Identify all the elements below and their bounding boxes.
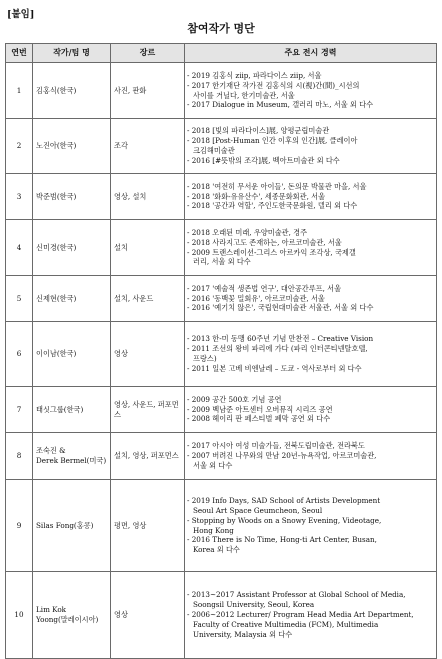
exhibition-entry: - 2016 '동백꽃 밀회유', 아르코미술관, 서울 [187, 294, 433, 304]
artist-name-line: 신제현(한국) [36, 293, 77, 303]
table-body [6, 63, 437, 659]
artist-name-line: 박준범(한국) [36, 191, 77, 201]
exhibition-entry: Faculty of Creative Multimedia (FCM), Multimedia [193, 619, 379, 629]
genre: 영상 [111, 322, 185, 387]
exhibition-entry: Seoul Art Space Geumcheon, Seoul [193, 505, 323, 515]
exhibition-entry: - 2009 공간 500호 기념 공연 [187, 395, 433, 405]
exhibition-entry: - 2009 벡남준 아트센터 오버뮤직 시리즈 공연 [187, 405, 433, 415]
exhibition-entry: - 2008 헤이리 판 페스티벌 폐막 공연 외 다수 [187, 414, 433, 424]
row-number: 5 [6, 276, 33, 322]
exhibition-entry: - 2011 조선의 왕비 파리에 가다 (파리 인터콘티넨탈호텔, [187, 344, 433, 354]
exhibition-list [185, 433, 437, 480]
genre: 사진, 판화 [111, 63, 185, 119]
exhibition-entry: Soongsil University, Seoul, Korea [193, 600, 315, 610]
genre: 영상, 설치 [111, 174, 185, 220]
artist-table [5, 43, 437, 659]
exhibition-list [185, 63, 437, 119]
artist-name-line: 조숙진 & [36, 446, 66, 456]
artist-name [33, 322, 111, 387]
artist-name-line: 신미경(한국) [36, 242, 77, 252]
attachment-label: [붙임] [7, 9, 35, 20]
exhibition-entry: - 2018 '공간과 역할', 주인도한국문화원, 델리 외 다수 [187, 201, 433, 211]
row-number: 9 [6, 480, 33, 572]
exhibition-entry: Hong Kong [193, 525, 234, 535]
row-number: 10 [6, 572, 33, 659]
exhibition-entry: 서울 외 다수 [193, 460, 233, 470]
table-header-row [6, 44, 437, 63]
exhibition-entry: - 2013~2017 Assistant Professor at Global School of Media, [187, 590, 433, 600]
row-number: 1 [6, 63, 33, 119]
artist-name [33, 119, 111, 174]
artist-name-line: 태싯그룹(한국) [36, 404, 84, 414]
exhibition-entry: 크김해미술관 [193, 146, 235, 155]
exhibition-entry: - 2017 '예술적 생존법 연구', 대안공간루프, 서울 [187, 284, 433, 294]
exhibition-entry: - 2017 Dialogue in Museum, 갤러리 마노, 서울 외 다수 [187, 100, 433, 110]
exhibition-list [185, 220, 437, 276]
exhibition-entry: 사이를 거닐다, 한기미술관, 서울 [193, 90, 295, 100]
artist-name-line: 김홍식(한국) [36, 85, 77, 95]
exhibition-entry: - 2018 [빛의 파라다이스]展, 양평군립미술관 [187, 126, 433, 136]
column-header-number: 연번 [6, 44, 33, 63]
column-header-artist: 작가/팀 명 [33, 44, 111, 63]
exhibition-entry: - 2016 [#뜻밖의 조각]展, 벡아트미술관 외 다수 [187, 156, 433, 166]
exhibition-entry: - 2006~2012 Lecturer/ Program Head Media Art Department, [187, 610, 433, 620]
column-header-genre: 장르 [111, 44, 185, 63]
exhibition-entry: - Stopping by Woods on a Snowy Evening, Videotage, [187, 516, 433, 526]
exhibition-entry: 프랑스) [193, 354, 217, 363]
artist-name [33, 480, 111, 572]
row-number: 4 [6, 220, 33, 276]
table-row [6, 63, 437, 119]
genre: 설치, 영상, 퍼포먼스 [111, 433, 185, 480]
artist-name [33, 276, 111, 322]
genre: 평면, 영상 [111, 480, 185, 572]
row-number: 2 [6, 119, 33, 174]
artist-name-line: 노진아(한국) [36, 141, 77, 151]
artist-name [33, 220, 111, 276]
exhibition-entry: - 2016 There is No Time, Hong-ti Art Center, Busan, [187, 535, 433, 545]
artist-name [33, 572, 111, 659]
exhibition-list [185, 322, 437, 387]
row-number: 6 [6, 322, 33, 387]
column-header-exhibitions: 주요 전시 경력 [185, 44, 437, 63]
exhibition-entry: 러리, 서울 외 다수 [193, 257, 251, 267]
row-number: 8 [6, 433, 33, 480]
exhibition-entry: - 2011 일본 고베 비엔날레 – 도쿄 - 역사로부터 외 다수 [187, 364, 433, 374]
table-row [6, 220, 437, 276]
table-row [6, 174, 437, 220]
genre: 조각 [111, 119, 185, 174]
artist-name [33, 387, 111, 433]
table-row [6, 276, 437, 322]
artist-name-line: Yoong(말레이시아) [36, 615, 99, 624]
exhibition-entry: - 2007 버려진 나무와의 만남 20년-뉴욕작업, 아르코미술관, [187, 451, 433, 461]
artist-name-line: Lim Kok [36, 605, 67, 615]
exhibition-list [185, 480, 437, 572]
row-number: 7 [6, 387, 33, 433]
artist-name-line: Derek Bermel(미국) [36, 456, 107, 465]
artist-name-line: Silas Fong(홍콩) [36, 520, 94, 530]
artist-name [33, 63, 111, 119]
exhibition-entry: - 2009 트랜스레이션-그리스 아르카익 조각상, 국제갤 [187, 248, 433, 258]
exhibition-list [185, 119, 437, 174]
exhibition-entry: - 2017 아시아 여성 미술가들, 전북도립미술관, 전라북도 [187, 441, 433, 451]
row-number: 3 [6, 174, 33, 220]
genre: 영상 [111, 572, 185, 659]
exhibition-entry: University, Malaysia 외 다수 [193, 629, 293, 639]
exhibition-entry: - 2018 오래된 미래, 우양미술관, 경주 [187, 228, 433, 238]
artist-name-line: 이이남(한국) [36, 349, 77, 359]
table-row [6, 480, 437, 572]
document-title: 참여작가 명단 [187, 22, 255, 35]
exhibition-entry: - 2016 '예기치 않은', 국립현대미술관 서울관, 서울 외 다수 [187, 303, 433, 313]
table-row [6, 322, 437, 387]
genre: 영상, 사운드, 퍼포먼스 [111, 387, 185, 433]
table-row [6, 433, 437, 480]
exhibition-entry: Korea 외 다수 [193, 545, 240, 555]
exhibition-list [185, 276, 437, 322]
exhibition-entry: - 2018 '화화-유유산수', 세종문화회관, 서울 [187, 192, 433, 202]
artist-name [33, 174, 111, 220]
genre: 설치 [111, 220, 185, 276]
artist-name [33, 433, 111, 480]
exhibition-list [185, 174, 437, 220]
exhibition-entry: - 2013 한-미 동맹 60주년 기념 만찬전 – Creative Vision [187, 334, 433, 344]
exhibition-entry: - 2018 사라지고도 존재하는, 아르코미술관, 서울 [187, 238, 433, 248]
exhibition-list [185, 387, 437, 433]
genre: 설치, 사운드 [111, 276, 185, 322]
exhibition-entry: - 2019 김홍식 ziip, 파라다이스 ziip, 서울 [187, 71, 433, 81]
exhibition-entry: - 2018 [Post-Human 인간 이후의 인간]展, 클레이아 [187, 136, 433, 146]
exhibition-list [185, 572, 437, 659]
table-row [6, 387, 437, 433]
exhibition-entry: - 2019 Info Days, SAD School of Artists Development [187, 496, 433, 506]
exhibition-entry: - 2017 한기재단 작가전 김홍식의 시(視)간(間)_시선의 [187, 81, 433, 91]
table-row [6, 119, 437, 174]
exhibition-entry: - 2018 '여전히 무서운 아이들', 돈의문 박물관 마을, 서울 [187, 182, 433, 192]
table-row [6, 572, 437, 659]
